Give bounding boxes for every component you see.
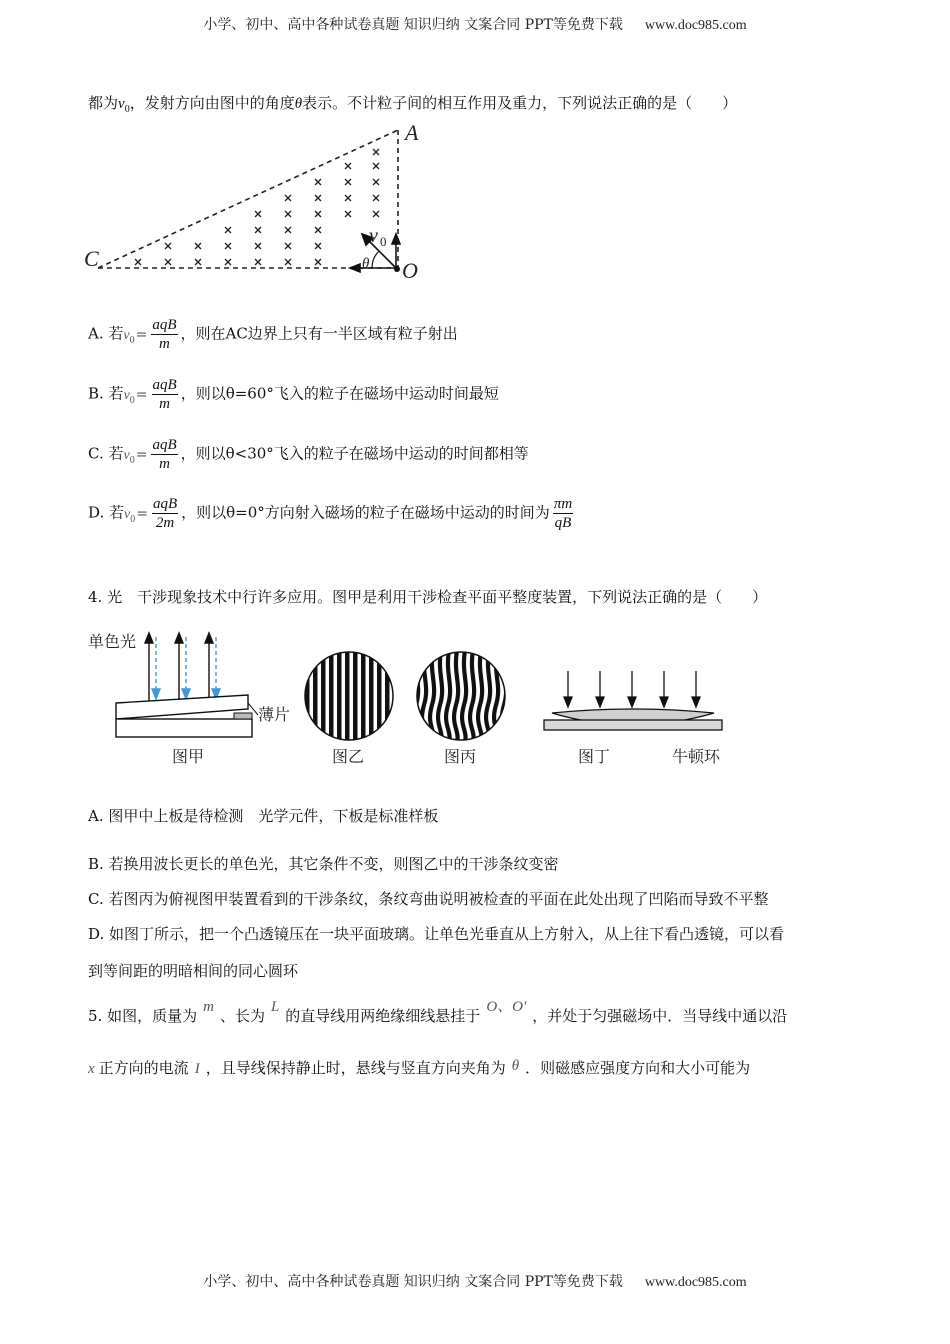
v0-symbol: $v_0$ — [123, 327, 135, 346]
v0-symbol: $v_0$ — [123, 387, 135, 406]
equals-sign: = — [135, 446, 148, 463]
symbol-l: L — [270, 999, 280, 1015]
fraction: $\frac{\text{aqB}}{m}$ — [152, 437, 177, 472]
intro-text-1: 都为 — [88, 94, 119, 112]
label-fig-jia: 图甲 — [172, 747, 205, 766]
fraction-time: $\frac{\pi m}{qB}$ — [553, 496, 573, 531]
question-5-line-2 — [88, 1057, 750, 1078]
header-text: 小学、初中、高中各种试卷真题 知识归纳 文案合同 PPT等免费下载 — [203, 17, 623, 33]
lower-plate — [116, 719, 252, 737]
symbol-x: x — [88, 1061, 95, 1077]
field-crosses — [135, 149, 379, 265]
magnetic-field-triangle-figure — [80, 118, 440, 288]
v0-symbol: $v_0$ — [124, 506, 136, 525]
option-4b[interactable]: B. 若换用波长更长的单色光，其它条件不变，则图乙中的干涉条纹变密 — [88, 855, 559, 873]
option-3b[interactable] — [88, 376, 499, 413]
header-site-link[interactable]: www.doc985.com — [644, 18, 747, 33]
q5-text: 正方向的电流 — [98, 1059, 189, 1077]
interference-figures — [86, 625, 736, 770]
label-v: v — [369, 225, 378, 247]
q5-text: ，且导线保持静止时，悬线与竖直方向夹角为 — [205, 1059, 506, 1077]
bent-fringes — [414, 650, 506, 742]
symbol-i: I — [194, 1061, 200, 1077]
intro-text-2: ，发射方向由图中的角度 — [129, 94, 295, 112]
label-o: O — [402, 258, 418, 283]
label-theta: θ — [362, 256, 370, 272]
option-3a[interactable] — [88, 316, 458, 353]
option-4d-continued: 到等间距的明暗相间的同心圆环 — [88, 962, 299, 980]
page-footer — [0, 1271, 950, 1291]
theta-symbol: θ — [294, 96, 303, 112]
option-text: ，则以θ<30°飞入的粒子在磁场中运动的时间都相等 — [180, 444, 529, 463]
fraction: $\frac{\text{aqB}}{2m}$ — [152, 496, 178, 531]
option-letter: B. 若 — [88, 384, 124, 403]
fraction: $\frac{\text{aqB}}{m}$ — [152, 377, 177, 412]
upper-plate — [116, 695, 248, 719]
q5-text: 的直导线用两绝缘细线悬挂于 — [285, 1007, 481, 1025]
symbol-o-o-prime: O、O' — [486, 999, 527, 1015]
equals-sign: = — [136, 505, 148, 522]
thin-sheet — [234, 713, 252, 719]
q5-text: 、长为 — [219, 1007, 265, 1025]
fraction: $\frac{\text{aqB}}{m}$ — [152, 317, 177, 352]
page-header — [0, 14, 950, 34]
question-3-intro — [88, 92, 737, 115]
label-sheet: 薄片 — [258, 705, 291, 724]
label-newton-ring: 牛顿环 — [672, 747, 721, 766]
flat-glass — [544, 720, 722, 730]
v0-symbol: $v_0$ — [123, 447, 135, 466]
label-monochromatic-light: 单色光 — [88, 632, 137, 651]
footer-site-link[interactable]: www.doc985.com — [644, 1275, 747, 1290]
symbol-m: m — [203, 999, 214, 1015]
option-letter: D. 若 — [88, 503, 125, 522]
option-4c[interactable]: C. 若图丙为俯视图甲装置看到的干涉条纹，条纹弯曲说明被检查的平面在此处出现了凹陷而导致不平整 — [88, 890, 769, 908]
label-a: A — [405, 120, 419, 145]
option-text: ，则以θ=60°飞入的粒子在磁场中运动时间最短 — [180, 384, 499, 403]
label-fig-ding: 图丁 — [578, 747, 611, 766]
footer-text: 小学、初中、高中各种试卷真题 知识归纳 文案合同 PPT等免费下载 — [203, 1274, 623, 1290]
label-fig-yi: 图乙 — [332, 747, 365, 766]
equals-sign: = — [135, 326, 148, 343]
q5-text: ．则磁感应强度方向和大小可能为 — [525, 1059, 751, 1077]
q5-text: 5. 如图，质量为 — [88, 1007, 198, 1025]
v0-symbol: $v_0$ — [118, 96, 130, 115]
label-v-subscript: 0 — [380, 234, 387, 249]
equals-sign: = — [135, 386, 148, 403]
option-text: ，则以θ=0°方向射入磁场的粒子在磁场中运动的时间为 — [181, 503, 550, 522]
option-letter: A. 若 — [88, 324, 124, 343]
q5-text: ，并处于匀强磁场中．当导线中通以沿 — [532, 1007, 788, 1025]
question-4-stem: 4. 光 干涉现象技术中行许多应用。图甲是利用干涉检查平面平整度装置，下列说法正确的是（ ） — [88, 588, 768, 606]
symbol-theta: θ — [511, 1058, 520, 1074]
intro-text-3: 表示。不计粒子间的相互作用及重力，下列说法正确的是（ ） — [302, 94, 738, 112]
option-3d[interactable] — [88, 495, 576, 532]
boundary-ac — [98, 130, 398, 268]
option-4a[interactable]: A. 图甲中上板是待检测 光学元件，下板是标准样板 — [88, 807, 439, 825]
label-c: C — [84, 246, 99, 271]
option-3c[interactable] — [88, 436, 529, 473]
option-text: ，则在AC边界上只有一半区域有粒子射出 — [180, 324, 458, 343]
label-fig-bing: 图丙 — [444, 747, 477, 766]
option-letter: C. 若 — [88, 444, 124, 463]
option-4d[interactable]: D. 如图丁所示，把一个凸透镜压在一块平面玻璃。让单色光垂直从上方射入，从上往下看凸透镜，可以看 — [88, 925, 785, 943]
question-5-line-1 — [88, 999, 788, 1026]
